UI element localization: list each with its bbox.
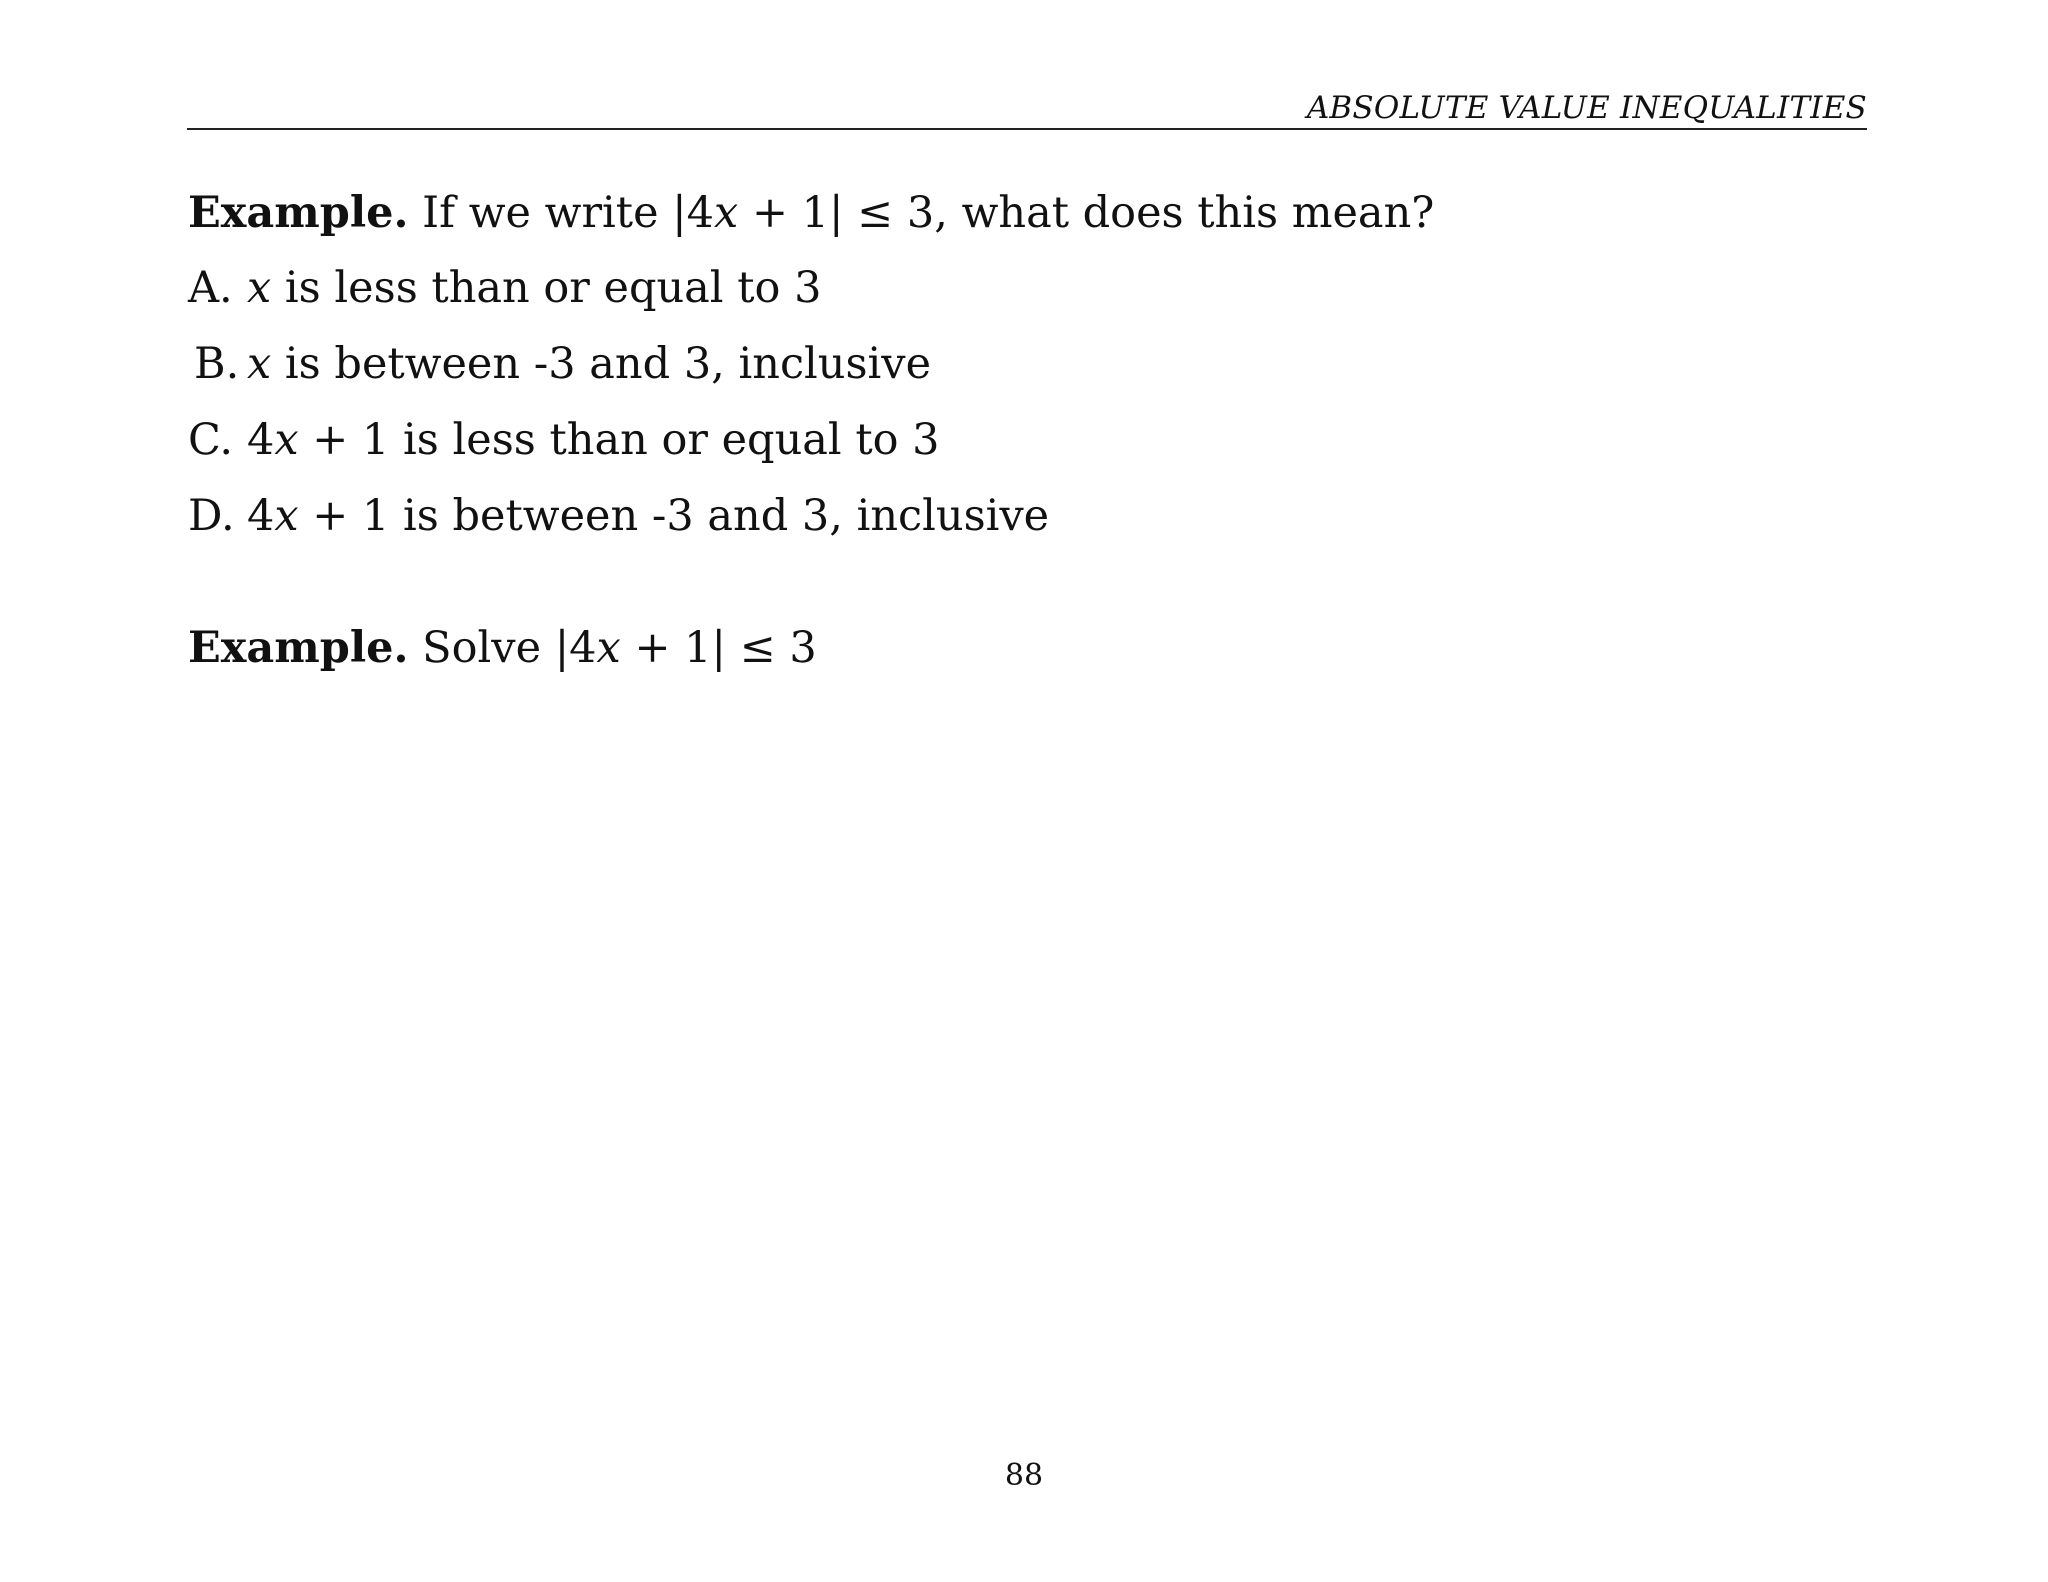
option-text: + 1 is less than or equal to 3: [298, 415, 940, 465]
option-variable: x: [247, 339, 272, 389]
option-variable: x: [247, 263, 272, 313]
example-solve: [188, 623, 817, 673]
option-d: [188, 491, 1050, 541]
example-text-after: + 1| ≤ 3: [620, 623, 817, 673]
option-letter: B.: [194, 339, 240, 389]
example-text-after: + 1| ≤ 3, what does this mean?: [738, 188, 1435, 238]
example-text-before: Solve |4: [408, 623, 597, 673]
option-letter: D.: [188, 491, 235, 541]
page-header-title: ABSOLUTE VALUE INEQUALITIES: [1306, 90, 1867, 126]
option-text: is between -3 and 3, inclusive: [271, 339, 932, 389]
example-label: Example.: [188, 623, 409, 673]
example-variable: x: [714, 188, 739, 238]
option-letter: A.: [188, 263, 233, 313]
option-b: [188, 339, 932, 389]
option-prefix: 4: [247, 491, 275, 541]
example-variable: x: [596, 623, 621, 673]
option-text: + 1 is between -3 and 3, inclusive: [298, 491, 1050, 541]
option-a: [188, 263, 822, 313]
header-rule: [187, 128, 1867, 130]
option-c: [188, 415, 940, 465]
option-prefix: 4: [247, 415, 275, 465]
option-variable: x: [274, 415, 299, 465]
example-text-before: If we write |4: [408, 188, 715, 238]
option-variable: x: [274, 491, 299, 541]
option-letter: C.: [188, 415, 234, 465]
example-label: Example.: [188, 188, 409, 238]
page-number: 88: [1004, 1458, 1044, 1493]
example-question: [188, 188, 1435, 238]
option-text: is less than or equal to 3: [271, 263, 822, 313]
